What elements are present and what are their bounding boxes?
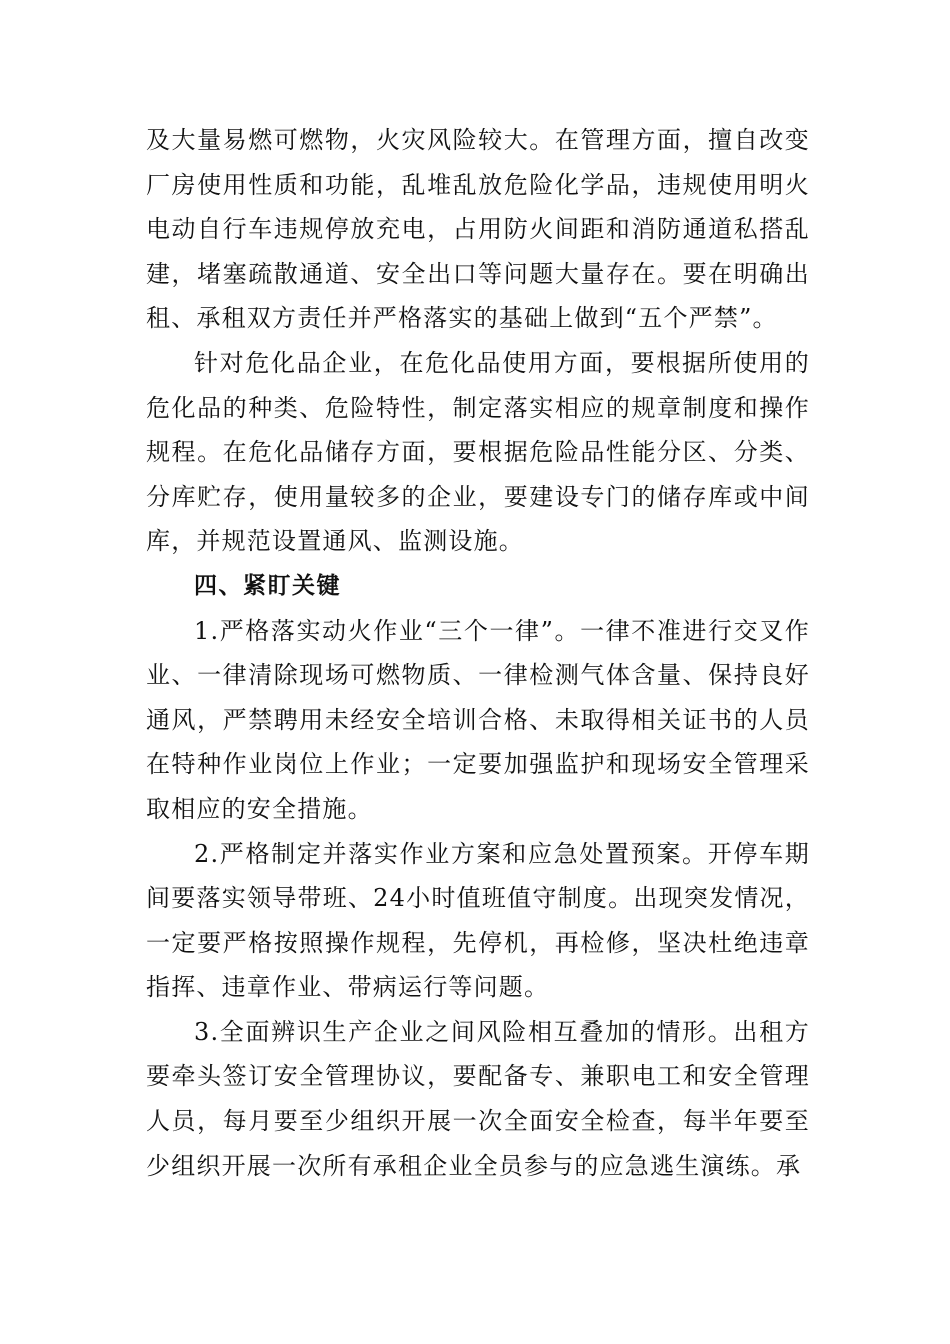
paragraph-risk-identification: 3.全面辨识生产企业之间风险相互叠加的情形。出租方要牵头签订安全管理协议，要配备专、兼职电工和安全管理人员，每月要至少组织开展一次全面安全检查，每半年要至少组织开展一次所有承租企业全员参与的应急逃生演练。承 — [146, 1017, 810, 1180]
paragraph-emergency-plan: 2.严格制定并落实作业方案和应急处置预案。开停车期间要落实领导带班、24小时值班值守制度。出现突发情况，一定要严格按照操作规程，先停机，再检修，坚决杜绝违章指挥、违章作业、带病运行等问题。 — [146, 839, 810, 1002]
section-heading-key-focus: 四、紧盯关键 — [194, 572, 341, 599]
paragraph-hazardous-chemicals: 针对危化品企业，在危化品使用方面，要根据所使用的危化品的种类、危险特性，制定落实相应的规章制度和操作规程。在危化品储存方面，要根据危险品性能分区、分类、分库贮存，使用量较多的企业，要建设专门的储存库或中间库，并规范设置通风、监测设施。 — [146, 348, 810, 556]
document-body — [146, 118, 810, 1188]
paragraph-hot-work: 1.严格落实动火作业“三个一律”。一律不准进行交叉作业、一律清除现场可燃物质、一律检测气体含量、保持良好通风，严禁聘用未经安全培训合格、未取得相关证书的人员在特种作业岗位上作业；一定要加强监护和现场安全管理采取相应的安全措施。 — [146, 616, 810, 823]
paragraph-fire-risk: 及大量易燃可燃物，火灾风险较大。在管理方面，擅自改变厂房使用性质和功能，乱堆乱放危险化学品，违规使用明火电动自行车违规停放充电，占用防火间距和消防通道私搭乱建，堵塞疏散通道、安全出口等问题大量存在。要在明确出租、承租双方责任并严格落实的基础上做到“五个严禁”。 — [146, 126, 810, 333]
